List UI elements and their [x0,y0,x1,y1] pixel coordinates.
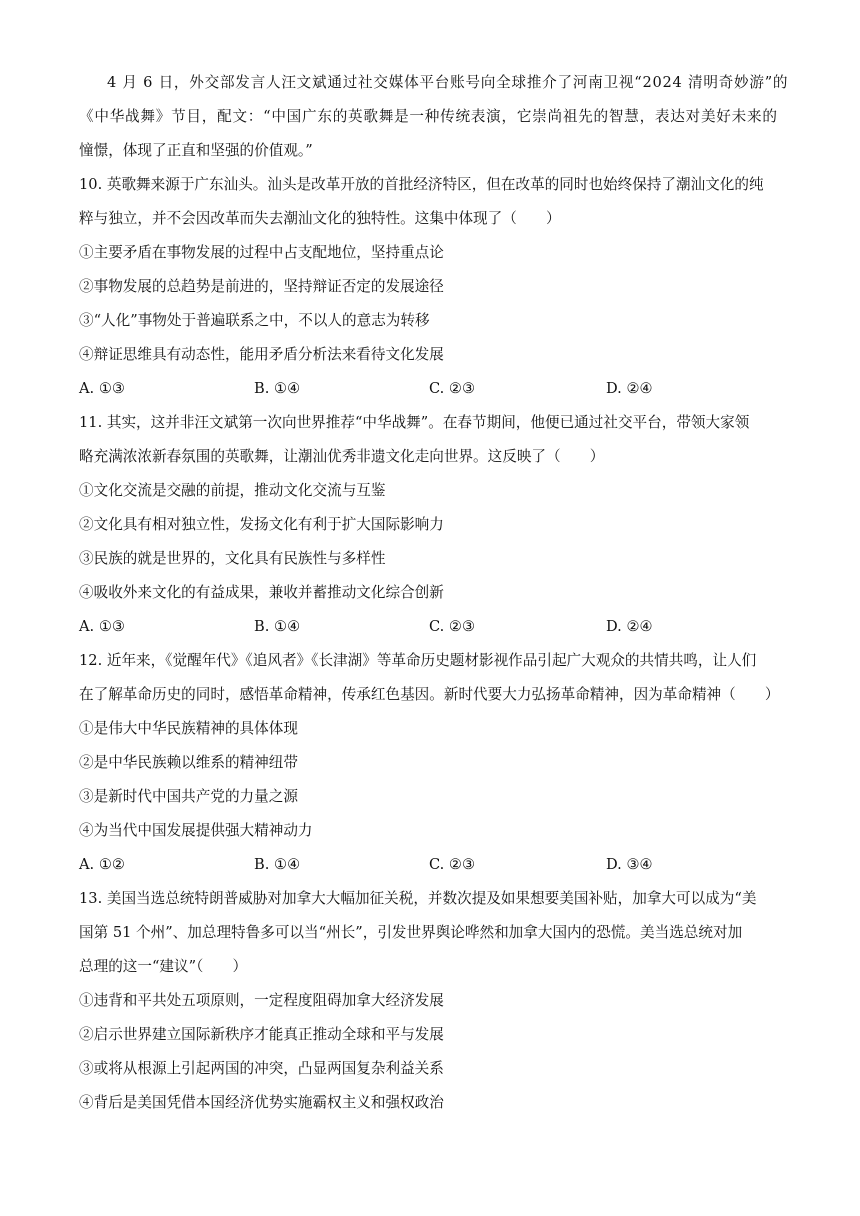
option-d[interactable]: D. ②④ [606,380,653,397]
question-11-options [79,617,779,637]
intro-line: 4 月 6 日，外交部发言人汪文斌通过社交媒体平台账号向全球推介了河南卫视“2024 清明奇妙游”的 [107,74,789,91]
question-13-item: ②启示世界建立国际新秩序才能真正推动全球和平与发展 [79,1026,444,1043]
question-12-item: ①是伟大中华民族精神的具体体现 [79,720,298,737]
option-c[interactable]: C. ②③ [429,380,476,397]
question-12-options [79,855,779,875]
question-12-stem: 12. 近年来，《觉醒年代》《追风者》《长津湖》等革命历史题材影视作品引起广大观众的共情共鸣，让人们 [79,652,757,669]
question-12-item: ③是新时代中国共产党的力量之源 [79,788,298,805]
option-a[interactable]: A. ①② [79,856,125,873]
question-13-item: ③或将从根源上引起两国的冲突，凸显两国复杂利益关系 [79,1060,444,1077]
question-12-item: ②是中华民族赖以维系的精神纽带 [79,754,298,771]
option-c[interactable]: C. ②③ [429,618,476,635]
question-10-stem: 粹与独立，并不会因改革而失去潮汕文化的独特性。这集中体现了（ ） [79,210,561,227]
question-13-item: ④背后是美国凭借本国经济优势实施霸权主义和强权政治 [79,1094,444,1111]
intro-line: 憧憬，体现了正直和坚强的价值观。” [79,142,313,159]
question-10-options [79,379,779,399]
option-b[interactable]: B. ①④ [254,618,301,635]
question-11-item: ④吸收外来文化的有益成果，兼收并蓄推动文化综合创新 [79,584,444,601]
question-10-item: ③“人化”事物处于普遍联系之中，不以人的意志为转移 [79,312,430,329]
question-10-stem: 10. 英歌舞来源于广东汕头。汕头是改革开放的首批经济特区，但在改革的同时也始终保持了潮汕文化的纯 [79,176,764,193]
question-10-item: ④辩证思维具有动态性，能用矛盾分析法来看待文化发展 [79,346,444,363]
question-11-stem: 略充满浓浓新春氛围的英歌舞，让潮汕优秀非遗文化走向世界。这反映了（ ） [79,448,605,465]
option-d[interactable]: D. ③④ [606,856,653,873]
question-12-stem: 在了解革命历史的同时，感悟革命精神，传承红色基因。新时代要大力弘扬革命精神，因为革命精神（ ） [79,686,780,703]
option-b[interactable]: B. ①④ [254,856,301,873]
question-11-item: ②文化具有相对独立性，发扬文化有利于扩大国际影响力 [79,516,444,533]
question-11-item: ③民族的就是世界的，文化具有民族性与多样性 [79,550,386,567]
option-d[interactable]: D. ②④ [606,618,653,635]
question-11-stem: 11. 其实，这并非汪文斌第一次向世界推荐“中华战舞”。在春节期间，他便已通过社交平台，带领大家领 [79,414,750,431]
question-13-item: ①违背和平共处五项原则，一定程度阻碍加拿大经济发展 [79,992,444,1009]
question-13-stem: 13. 美国当选总统特朗普威胁对加拿大大幅加征关税，并数次提及如果想要美国补贴，加拿大可以成为“美 [79,890,757,907]
option-a[interactable]: A. ①③ [79,618,125,635]
question-10-item: ②事物发展的总趋势是前进的，坚持辩证否定的发展途径 [79,278,444,295]
option-b[interactable]: B. ①④ [254,380,301,397]
question-13-stem: 国第 51 个州”、加总理特鲁多可以当“州长”，引发世界舆论哗然和加拿大国内的恐慌。美当选总统对加 [79,924,743,941]
option-a[interactable]: A. ①③ [79,380,125,397]
question-13-stem: 总理的这一“建议”（ ） [79,958,248,975]
question-12-item: ④为当代中国发展提供强大精神动力 [79,822,313,839]
question-11-item: ①文化交流是交融的前提，推动文化交流与互鉴 [79,482,386,499]
question-10-item: ①主要矛盾在事物发展的过程中占支配地位，坚持重点论 [79,244,444,261]
option-c[interactable]: C. ②③ [429,856,476,873]
intro-line: 《中华战舞》节目，配文：“中国广东的英歌舞是一种传统表演，它崇尚祖先的智慧，表达对美好未来的 [79,108,778,125]
